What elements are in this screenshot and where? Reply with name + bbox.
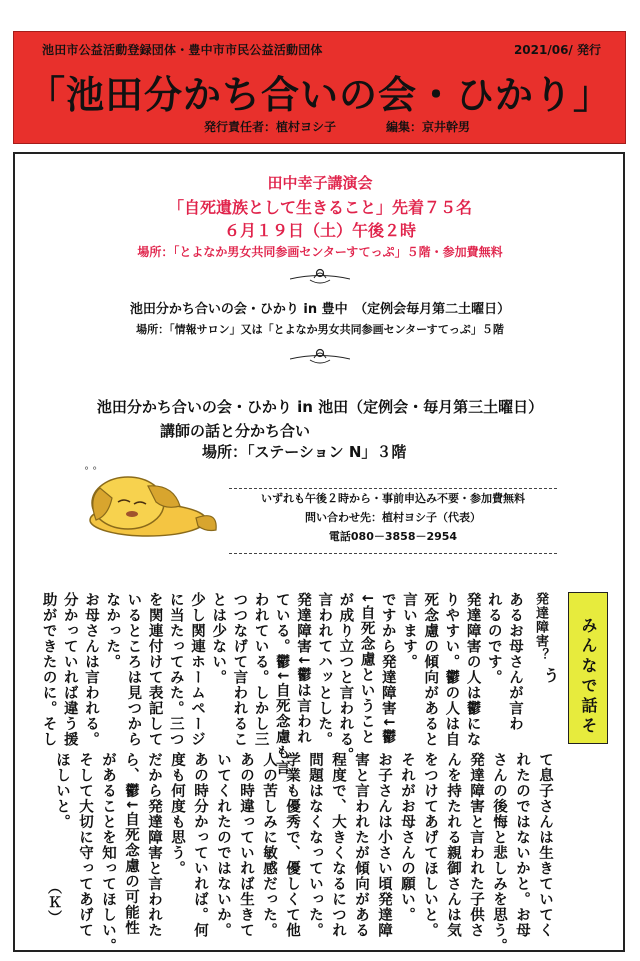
article-col: 言われてハッとした。 xyxy=(316,592,333,747)
event1-datetime: ６月１９日（土）午後２時 xyxy=(223,221,416,240)
article-col: さんの後悔と悲しみを思う。 xyxy=(491,752,507,954)
article-col: 程度で、大きくなるにつれ xyxy=(330,752,346,938)
sleeping-dog-illustration xyxy=(78,458,228,548)
article-col: いてくれたのではないか。 xyxy=(215,752,231,938)
article-col: れるのです。 xyxy=(485,592,502,685)
notice-line2: 問い合わせ先：植村ヨシ子（代表） xyxy=(305,511,481,524)
article-col: ↓自死念慮ということ xyxy=(358,592,375,745)
article-col: だから発達障害と言われた xyxy=(146,752,162,938)
organization-line: 池田市公益活動登録団体・豊中市市民公益活動団体 xyxy=(42,43,323,57)
article-col: ほしいと。 xyxy=(54,752,70,830)
article-col: ている。鬱↓自死念慮も言 xyxy=(273,592,290,776)
article-col: があることを知ってほしい。 xyxy=(100,752,116,954)
article-col: りやすい。鬱の人は自 xyxy=(443,592,460,747)
article-col: つつなげて言われるこ xyxy=(231,592,248,747)
article-col: 分かっていれば違う援 xyxy=(61,592,78,747)
article-title: 発達障害？ xyxy=(533,592,548,662)
svg-text:° °: ° ° xyxy=(84,466,98,477)
event2-place: 場所：「情報サロン」又は「とよなか男女共同参画センターすてっぷ」５階 xyxy=(136,323,504,336)
article-col: をつけてあげてほしいと。 xyxy=(422,752,438,938)
article-col: に当たってみた。三つ xyxy=(167,592,184,747)
article-col: 死念慮の傾向があると xyxy=(422,592,439,747)
article-col: 問題はなくなっていった。 xyxy=(307,752,323,938)
article-col: れたのではないかと。お母 xyxy=(514,752,530,938)
article-col: お母さんは言われる。 xyxy=(83,592,99,747)
sidebar-label: みんなで話そう xyxy=(541,617,598,737)
article-col: を関連付けて表記して xyxy=(146,592,163,747)
article-col: とは少ない。 xyxy=(210,592,227,685)
publisher: 発行責任者：植村ヨシ子 xyxy=(204,120,337,134)
notice-line1: いずれも午後２時から・事前申込み不要・参加費無料 xyxy=(261,492,525,505)
event1-heading: 田中幸子講演会 xyxy=(267,174,373,192)
article-col: それがお母さんの願い。 xyxy=(399,752,415,923)
article-col: 発達障害↓鬱は言われ xyxy=(295,592,311,745)
issue-date: 2021/06/ 発行 xyxy=(513,43,601,57)
article-col: なかった。 xyxy=(104,592,121,670)
event2-heading: 池田分かち合いの会・ひかり in 豊中 （定例会毎月第二土曜日） xyxy=(129,302,511,317)
header-banner xyxy=(13,31,626,144)
article-col: 少し関連ホームページ xyxy=(189,592,205,747)
notice-line3: 電話080－3858－2954 xyxy=(328,530,458,543)
article-col: 発達障害の人は鬱にな xyxy=(464,592,481,747)
flower-ornament-icon xyxy=(290,266,350,286)
article-col: いるところは見つから xyxy=(125,592,142,747)
event1-topic: 「自死遺族として生きること」先着７５名 xyxy=(167,198,472,217)
sidebar-label-box xyxy=(541,592,608,744)
notice-box xyxy=(229,488,557,554)
article-col: 度も何度も思う。 xyxy=(169,752,185,876)
event3-sub: 講師の話と分かち合い xyxy=(160,422,311,440)
article-col: そして大切に守ってあげて xyxy=(77,752,93,938)
article-col: 言います。 xyxy=(401,592,417,670)
newsletter-title: 「池田分かち合いの会・ひかり」 xyxy=(26,73,612,117)
article-col: て息子さんは生きていてく xyxy=(537,752,553,938)
article-col: 害と言われたが傾向がある xyxy=(353,752,369,938)
event3-place: 場所：「ステーション N」３階 xyxy=(202,443,407,461)
article-col: 発達障害と言われた子供さ xyxy=(468,752,484,938)
editor: 編集：京井幹男 xyxy=(386,120,471,134)
flower-ornament-icon xyxy=(290,346,350,366)
event1-place: 場所：「とよなか男女共同参画センターすてっぷ」５階・参加費無料 xyxy=(137,245,503,259)
article-col: ら、鬱↓自死念慮の可能性 xyxy=(123,752,139,936)
article-col: あるお母さんが言わ xyxy=(507,592,523,732)
event3-heading: 池田分かち合いの会・ひかり in 池田（定例会・毎月第三土曜日） xyxy=(96,398,544,416)
article-col: ですから発達障害↓鬱 xyxy=(379,592,396,745)
article-col: お子さんは小さい頃発達障 xyxy=(376,752,392,938)
article-col: 助ができたのに。そし xyxy=(40,592,57,747)
article-col: 学業も優秀で、優しくて他 xyxy=(284,752,300,938)
article-col: んを持たれる親御さんは気 xyxy=(445,752,461,938)
article-col: われている。しかし三 xyxy=(252,592,269,747)
article-col: が成り立つと言われる。 xyxy=(337,592,354,763)
article-col: 人の苦しみに敏感だった。 xyxy=(261,752,277,938)
article-col: あの時違っていれば生きて xyxy=(238,752,254,938)
article-signature: （Ｋ） xyxy=(46,880,62,925)
article-col: あの時分かっていれば。何 xyxy=(192,752,208,938)
